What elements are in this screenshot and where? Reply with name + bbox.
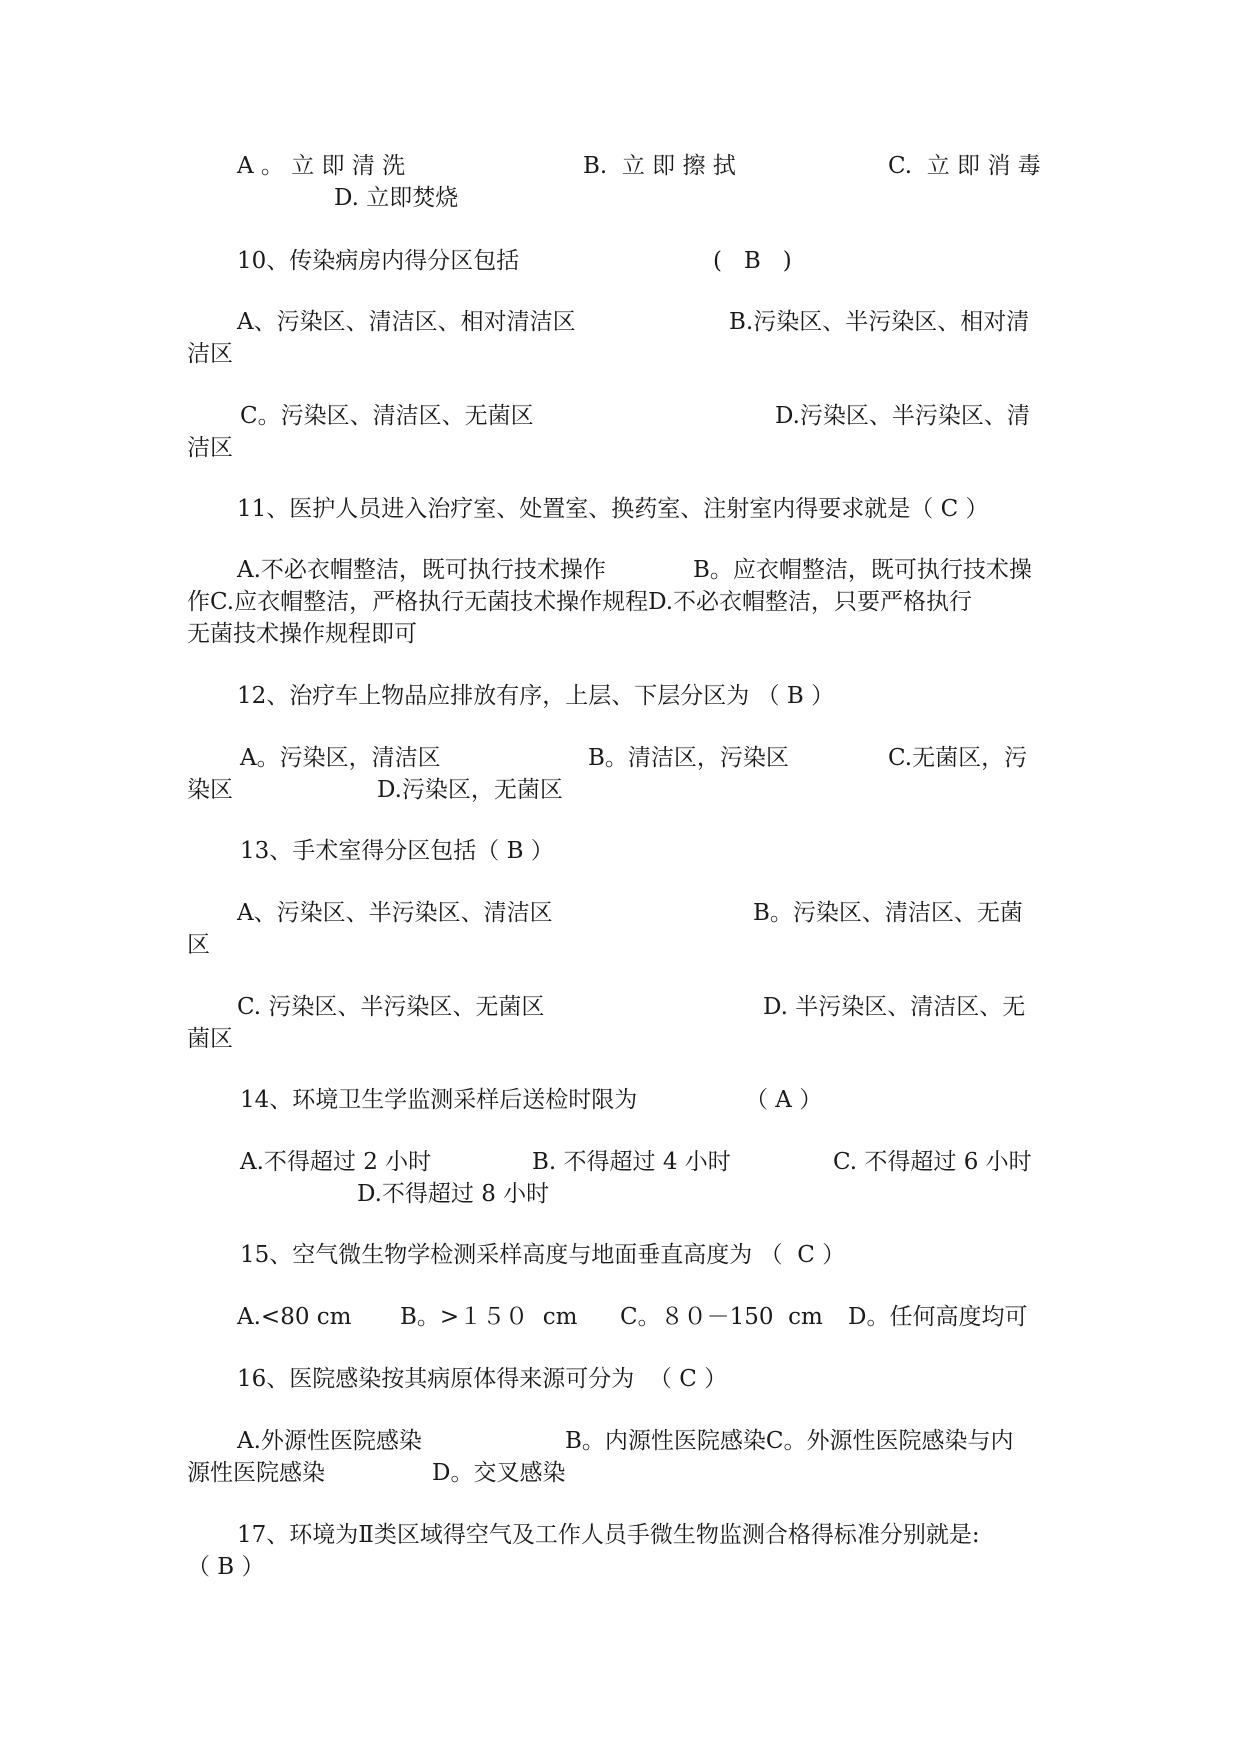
q9-option-b: B. 立 即 擦 拭 bbox=[583, 153, 736, 179]
q16-option-c-cont: 源性医院感染 bbox=[187, 1460, 325, 1486]
q10-option-b-cont: 洁区 bbox=[187, 341, 233, 367]
q16-option-d: D。交叉感染 bbox=[432, 1460, 566, 1486]
q10-option-c: C。污染区、清洁区、无菌区 bbox=[240, 403, 534, 429]
q11-text: 11、医护人员进入治疗室、处置室、换药室、注射室内得要求就是（ C ） bbox=[237, 496, 989, 522]
q13-option-a: A、污染区、半污染区、清洁区 bbox=[237, 900, 553, 926]
q10-text: 10、传染病房内得分区包括 bbox=[237, 248, 520, 274]
q14-option-b: B. 不得超过 4 小时 bbox=[532, 1149, 731, 1175]
q12-option-b: B。清洁区，污染区 bbox=[588, 745, 789, 771]
q10-answer: ( B ) bbox=[713, 248, 792, 274]
q13-option-b: B。污染区、清洁区、无菌 bbox=[753, 900, 1023, 926]
q11-options-cont-2: 无菌技术操作规程即可 bbox=[187, 621, 417, 647]
q15-text: 15、空气微生物学检测采样高度与地面垂直高度为 （ C ） bbox=[240, 1242, 846, 1268]
q17-text: 17、环境为Ⅱ类区域得空气及工作人员手微生物监测合格得标准分别就是: bbox=[237, 1522, 980, 1548]
q10-option-b: B.污染区、半污染区、相对清 bbox=[729, 309, 1030, 335]
q12-option-c-cont: 染区 bbox=[187, 777, 233, 803]
q13-text: 13、手术室得分区包括（ B ） bbox=[240, 838, 554, 864]
q14-text: 14、环境卫生学监测采样后送检时限为 bbox=[240, 1087, 638, 1113]
q9-option-a: A 。 立 即 清 洗 bbox=[237, 153, 406, 179]
q15-option-a: A.<80 cm bbox=[237, 1304, 352, 1330]
q12-option-c: C.无菌区，污 bbox=[888, 745, 1028, 771]
q14-option-a: A.不得超过 2 小时 bbox=[240, 1149, 432, 1175]
q11-options-cont: 作C.应衣帽整洁，严格执行无菌技术操作规程D.不必衣帽整洁，只要严格执行 bbox=[187, 589, 973, 615]
q9-option-c: C. 立 即 消 毒 bbox=[888, 153, 1041, 179]
q15-option-b: B。>１５０ cm bbox=[400, 1304, 578, 1330]
q15-option-c: C。８０－150 cm bbox=[620, 1304, 823, 1330]
q12-option-a: A。污染区，清洁区 bbox=[240, 745, 441, 771]
q12-option-d: D.污染区，无菌区 bbox=[377, 777, 563, 803]
q13-option-c: C. 污染区、半污染区、无菌区 bbox=[237, 994, 545, 1020]
q11-option-a: A.不必衣帽整洁，既可执行技术操作 bbox=[237, 557, 606, 583]
q16-option-b-c: B。内源性医院感染C。外源性医院感染与内 bbox=[565, 1428, 1014, 1454]
q13-option-d-cont: 菌区 bbox=[187, 1026, 233, 1052]
q17-answer: （ B ） bbox=[187, 1554, 265, 1580]
q14-option-c: C. 不得超过 6 小时 bbox=[833, 1149, 1032, 1175]
q10-option-d: D.污染区、半污染区、清 bbox=[775, 403, 1030, 429]
q9-option-d: D. 立即焚烧 bbox=[334, 185, 459, 211]
q12-text: 12、治疗车上物品应排放有序，上层、下层分区为 （ B ） bbox=[237, 683, 835, 709]
q11-option-b: B。应衣帽整洁，既可执行技术操 bbox=[693, 557, 1032, 583]
q10-option-d-cont: 洁区 bbox=[187, 435, 233, 461]
q14-option-d: D.不得超过 8 小时 bbox=[357, 1181, 550, 1207]
q13-option-b-cont: 区 bbox=[187, 932, 210, 958]
q16-option-a: A.外源性医院感染 bbox=[237, 1428, 422, 1454]
q15-option-d: D。任何高度均可 bbox=[848, 1304, 1028, 1330]
q16-text: 16、医院感染按其病原体得来源可分为 （ C ） bbox=[237, 1366, 728, 1392]
q13-option-d: D. 半污染区、清洁区、无 bbox=[763, 994, 1026, 1020]
q14-answer: （ A ） bbox=[745, 1087, 823, 1113]
q10-option-a: A、污染区、清洁区、相对清洁区 bbox=[237, 309, 576, 335]
